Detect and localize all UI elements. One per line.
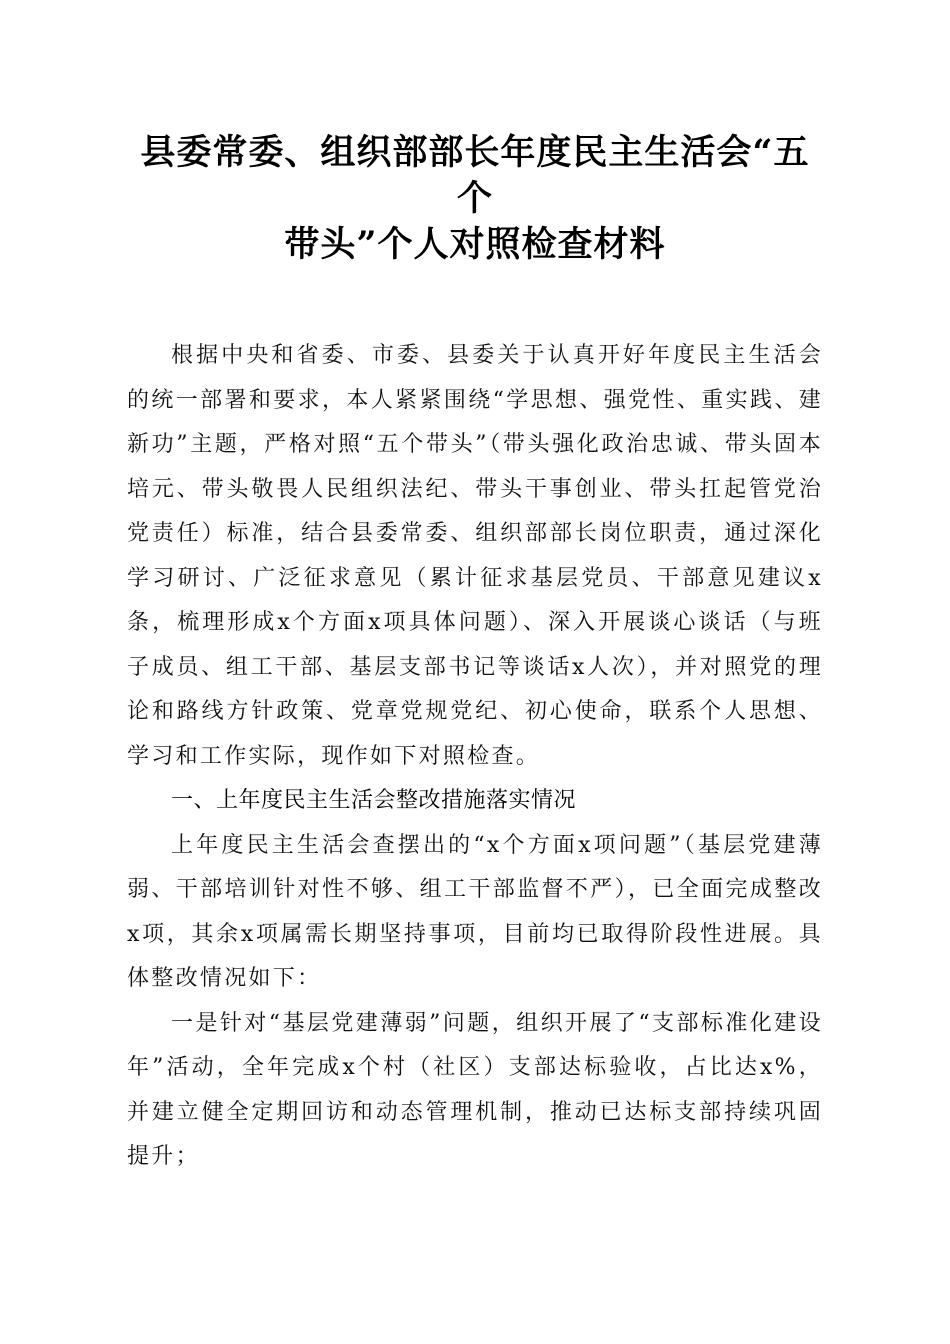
section-1-heading: 一、上年度民主生活会整改措施落实情况 <box>171 788 577 813</box>
section-1-summary-paragraph: 上年度民主生活会查摆出的“x个方面x项问题”（基层党建薄弱、干部培训针对性不够、组工干部监督不严），已全面完成整改x项，其余x项属需长期坚持事项，目前均已取得阶段性进展。具体整改情况如下： <box>127 832 823 991</box>
document-title <box>127 130 823 268</box>
title-line-2: 带头”个人对照检查材料 <box>284 224 666 265</box>
document-body <box>127 334 823 1180</box>
intro-paragraph: 根据中央和省委、市委、县委关于认真开好年度民主生活会的统一部署和要求，本人紧紧围绕“学思想、强党性、重实践、建新功”主题，严格对照“五个带头”（带头强化政治忠诚、带头固本培元、带头敬畏人民组织法纪、带头干事创业、带头扛起管党治党责任）标准，结合县委常委、组织部部长岗位职责，通过深化学习研讨、广泛征求意见（累计征求基层党员、干部意见建议x条，梳理形成x个方面x项具体问题）、深入开展谈心谈话（与班子成员、组工干部、基层支部书记等谈话x人次），并对照党的理论和路线方针政策、党章党规党纪、初心使命，联系个人思想、学习和工作实际，现作如下对照检查。 <box>127 343 823 769</box>
title-line-1: 县委常委、组织部部长年度民主生活会“五个 <box>140 132 810 219</box>
section-1-item-1-paragraph: 一是针对“基层党建薄弱”问题，组织开展了“支部标准化建设年”活动，全年完成x个村（社区）支部达标验收，占比达x%，并建立健全定期回访和动态管理机制，推动已达标支部持续巩固提升； <box>127 1010 823 1169</box>
